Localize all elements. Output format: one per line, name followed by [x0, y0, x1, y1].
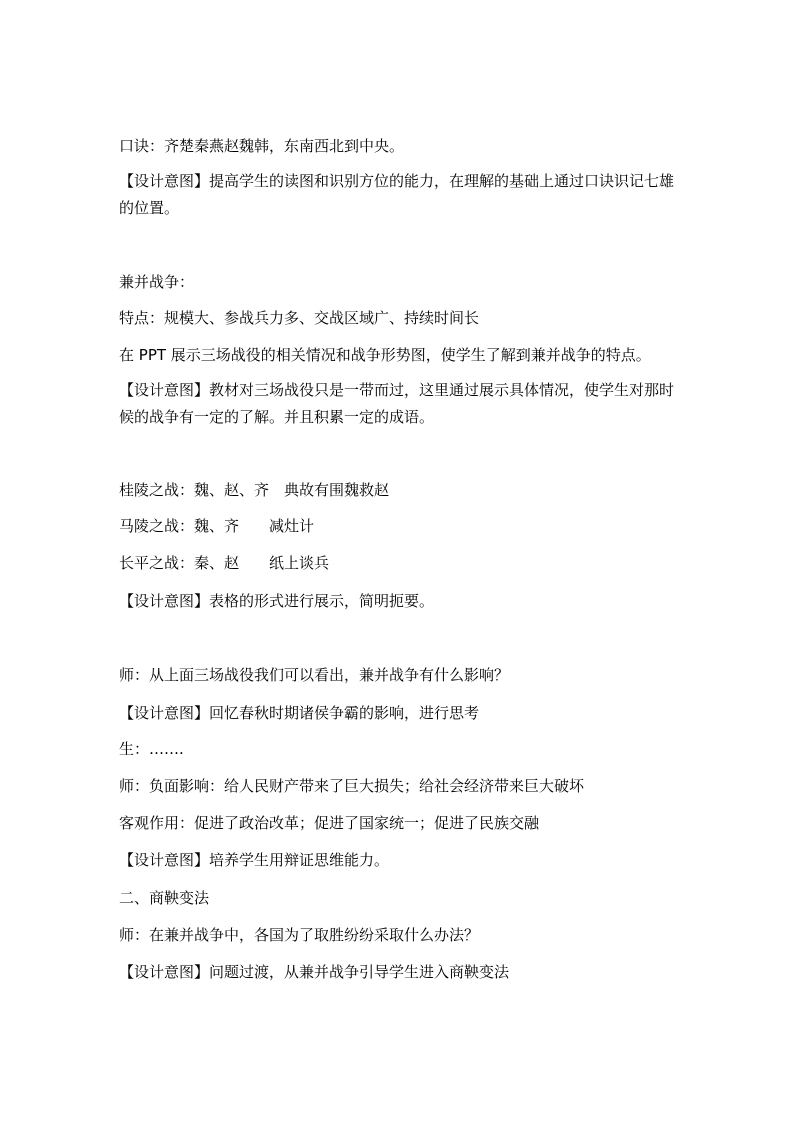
design-intent-paragraph: 【设计意图】教材对三场战役只是一带而过，这里通过展示具体情况，使学生对那时候的战争有一定的了解。并且积累一定的成语。: [119, 381, 675, 426]
teacher-question-line: 师：在兼并战争中，各国为了取胜纷纷采取什么办法？: [119, 926, 480, 944]
features-line: 特点：规模大、参战兵力多、交战区域广、持续时间长: [119, 309, 480, 327]
student-answer-line: 生：…….: [119, 740, 184, 758]
negative-impact-line: 师：负面影响：给人民财产带来了巨大损失；给社会经济带来巨大破坏: [119, 777, 585, 795]
battle-changping-line: 长平之战：秦、赵 纸上谈兵: [119, 554, 330, 572]
design-intent-paragraph: 【设计意图】提高学生的读图和识别方位的能力，在理解的基础上通过口诀识记七雄的位置。: [119, 172, 675, 217]
section-heading-shang-yang-reform: 二、商鞅变法: [119, 889, 210, 907]
ppt-line: 在 PPT 展示三场战役的相关情况和战争形势图，使学生了解到兼并战争的特点。: [119, 346, 651, 364]
battle-guiling-line: 桂陵之战：魏、赵、齐 典故有围魏救赵: [119, 481, 390, 499]
teacher-question-line: 师：从上面三场战役我们可以看出，兼并战争有什么影响？: [119, 666, 510, 684]
battle-maling-line: 马陵之战：魏、齐 减灶计: [119, 517, 315, 535]
section-heading-annexation-wars: 兼并战争：: [119, 273, 195, 291]
design-intent-paragraph: 【设计意图】回忆春秋时期诸侯争霸的影响，进行思考: [119, 704, 480, 722]
design-intent-paragraph: 【设计意图】表格的形式进行展示，简明扼要。: [119, 592, 435, 610]
design-intent-paragraph: 【设计意图】问题过渡，从兼并战争引导学生进入商鞅变法: [119, 963, 510, 981]
mnemonic-line: 口诀：齐楚秦燕赵魏韩，东南西北到中央。: [119, 137, 405, 155]
objective-role-line: 客观作用：促进了政治改革；促进了国家统一；促进了民族交融: [119, 814, 540, 832]
design-intent-paragraph: 【设计意图】培养学生用辩证思维能力。: [119, 851, 390, 869]
